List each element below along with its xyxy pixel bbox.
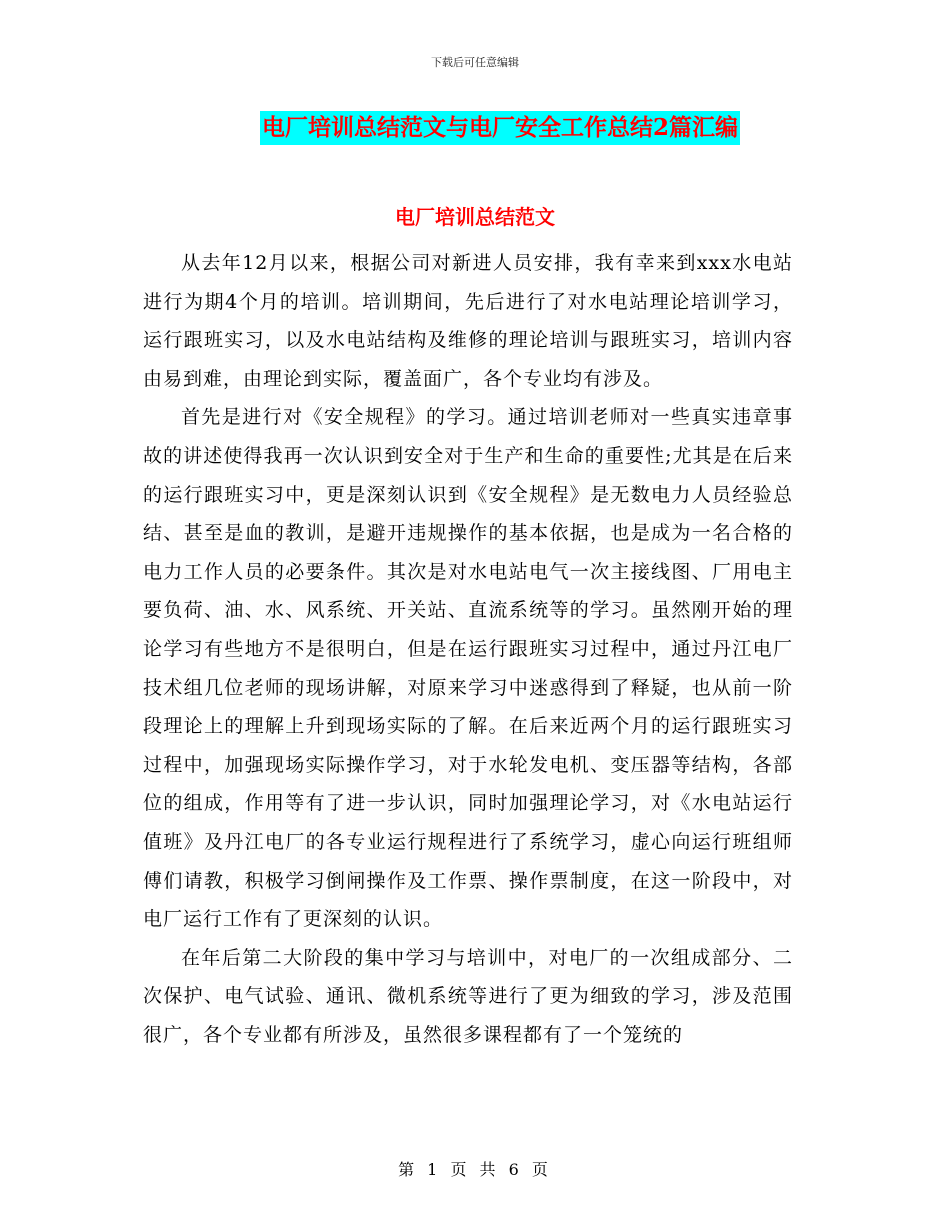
document-title-container bbox=[0, 111, 950, 145]
section-title: 电厂培训总结范文 bbox=[395, 205, 555, 229]
body-paragraph-2: 首先是进行对《安全规程》的学习。通过培训老师对一些真实违章事故的讲述使得我再一次认识到安全对于生产和生命的重要性;尤其是在后来的运行跟班实习中，更是深刻认识到《安全规程》是无数电力人员经验总结、甚至是血的教训，是避开违规操作的基本依据，也是成为一名合格的电力工作人员的必要条件。其次是对水电站电气一次主接线图、厂用电主要负荷、油、水、风系统、开关站、直流系统等的学习。虽然刚开始的理论学习有些地方不是很明白，但是在运行跟班实习过程中，通过丹江电厂技术组几位老师的现场讲解，对原来学习中迷惑得到了释疑，也从前一阶段理论上的理解上升到现场实际的了解。在后来近两个月的运行跟班实习过程中，加强现场实际操作学习，对于水轮发电机、变压器等结构，各部位的组成，作用等有了进一步认识，同时加强理论学习，对《水电站运行值班》及丹江电厂的各专业运行规程进行了系统学习，虚心向运行班组师傅们请教，积极学习倒闸操作及工作票、操作票制度，在这一阶段中，对电厂运行工作有了更深刻的认识。 bbox=[143, 406, 793, 931]
document-title: 电厂培训总结范文与电厂安全工作总结2篇汇编 bbox=[260, 111, 740, 145]
body-paragraph-1: 从去年12月以来，根据公司对新进人员安排，我有幸来到xxx水电站进行为期4个月的培训。培训期间，先后进行了对水电站理论培训学习，运行跟班实习，以及水电站结构及维修的理论培训与跟班实习，培训内容由易到难，由理论到实际，覆盖面广，各个专业均有涉及。 bbox=[143, 252, 793, 390]
document-body bbox=[143, 244, 793, 1054]
page-number-footer: 第 1 页 共 6 页 bbox=[398, 1160, 552, 1179]
page-header-note: 下载后可任意编辑 bbox=[431, 56, 519, 69]
body-paragraph-3: 在年后第二大阶段的集中学习与培训中，对电厂的一次组成部分、二次保护、电气试验、通讯、微机系统等进行了更为细致的学习，涉及范围很广，各个专业都有所涉及，虽然很多课程都有了一个笼统的 bbox=[143, 946, 793, 1046]
